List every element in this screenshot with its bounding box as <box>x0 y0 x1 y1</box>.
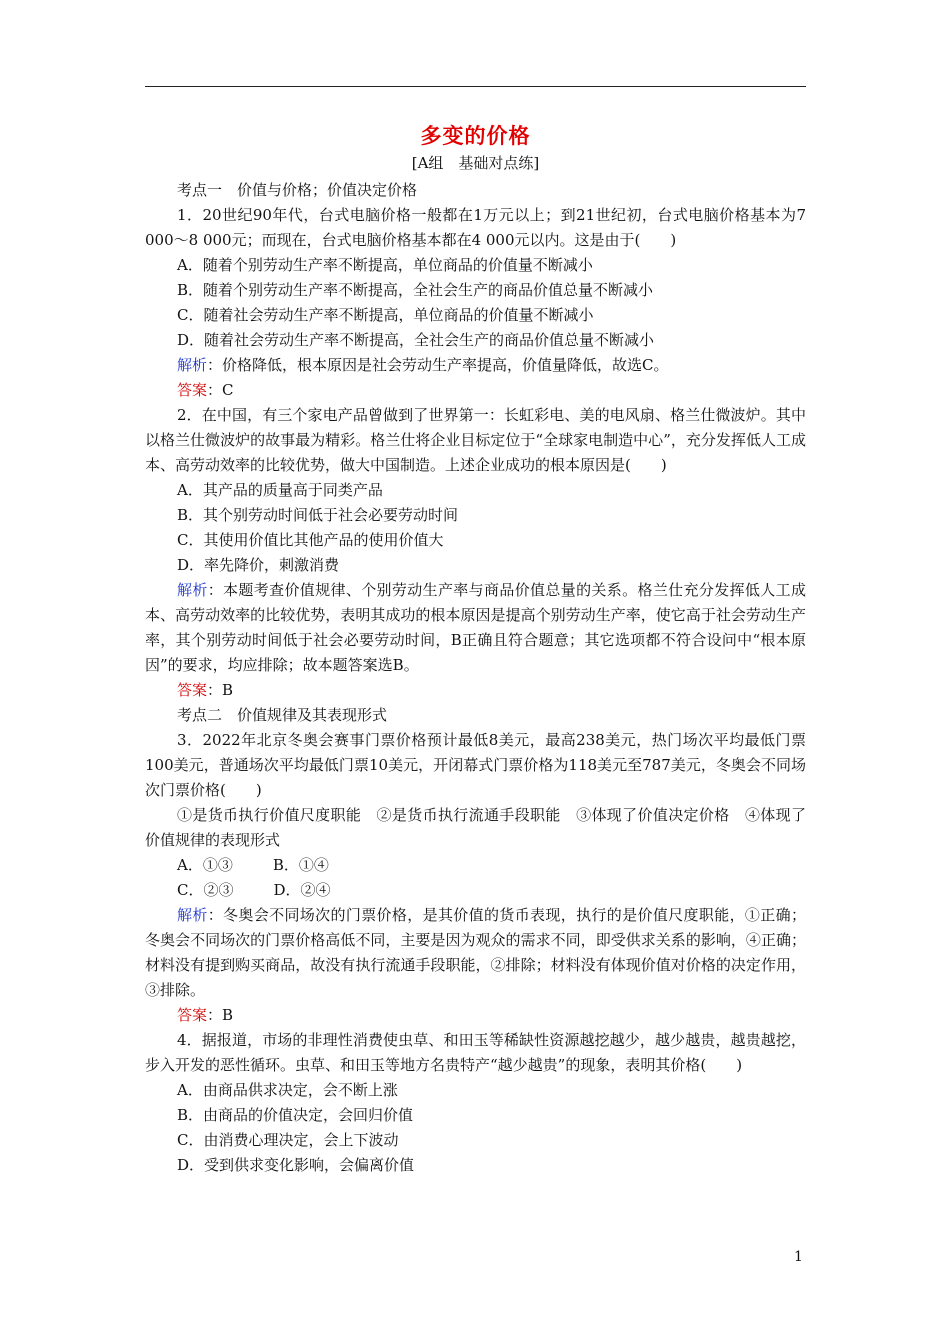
q4-stem: 4．据报道，市场的非理性消费使虫草、和田玉等稀缺性资源越挖越少，越少越贵，越贵越挖，步入开发的恶性循环。虫草、和田玉等地方名贵特产“越少越贵”的现象，表明其价格( ) <box>145 1031 806 1074</box>
q3-analysis <box>145 903 806 1003</box>
q2-answer-label: 答案 <box>177 681 208 699</box>
q1-option-c: C．随着社会劳动生产率不断提高，单位商品的价值量不断减小 <box>177 306 594 324</box>
q3-option-b: B．①④ <box>272 856 329 874</box>
q2-option-a: A．其产品的质量高于同类产品 <box>177 481 383 499</box>
q2-analysis-text: ：本题考查价值规律、个别劳动生产率与商品价值总量的关系。格兰仕充分发挥低人工成本、高劳动效率的比较优势，表明其成功的根本原因是提高个别劳动生产率，使它高于社会劳动生产率，其个别劳动时间低于社会必要劳动时间，B正确且符合题意；其它选项都不符合设问中“根本原因”的要求，均应排除；故本题答案选B。 <box>145 581 806 674</box>
q1-answer-text: ：C <box>207 381 234 399</box>
q2-analysis-label: 解析 <box>177 581 208 599</box>
q1-option-d: D．随着社会劳动生产率不断提高，全社会生产的商品价值总量不断减小 <box>177 331 655 349</box>
page-title: 多变的价格 <box>420 123 531 148</box>
document-body <box>145 120 806 1178</box>
header-rule <box>145 86 806 87</box>
q3-answer-label: 答案 <box>177 1006 208 1024</box>
q3-option-a: A．①③ <box>177 856 233 874</box>
q3-analysis-text: ：冬奥会不同场次的门票价格，是其价值的货币表现，执行的是价值尺度职能，①正确；冬奥会不同场次的门票价格高低不同，主要是因为观众的需求不同，即受供求关系的影响，④正确；材料没有提到购买商品，故没有执行流通手段职能，②排除；材料没有体现价值对价格的决定作用，③排除。 <box>145 906 806 999</box>
q2-answer-text: ：B <box>207 681 234 699</box>
q2-stem: 2．在中国，有三个家电产品曾做到了世界第一：长虹彩电、美的电风扇、格兰仕微波炉。其中以格兰仕微波炉的故事最为精彩。格兰仕将企业目标定位于“全球家电制造中心”，充分发挥低人工成本、高劳动效率的比较优势，做大中国制造。上述企业成功的根本原因是( ) <box>145 406 806 474</box>
q2-option-d: D．率先降价，刺激消费 <box>177 556 340 574</box>
q1-answer-label: 答案 <box>177 381 208 399</box>
q1-analysis-text: ：价格降低，根本原因是社会劳动生产率提高，价值量降低，故选C。 <box>207 356 669 374</box>
q3-answer-text: ：B <box>207 1006 234 1024</box>
q3-options-row-2 <box>145 878 806 903</box>
q4-option-d: D．受到供求变化影响，会偏离价值 <box>177 1156 415 1174</box>
q1-answer <box>145 378 806 403</box>
q4-option-a: A．由商品供求决定，会不断上涨 <box>177 1081 398 1099</box>
q3-option-c: C．②③ <box>177 881 234 899</box>
q2-option-b: B．其个别劳动时间低于社会必要劳动时间 <box>177 506 459 524</box>
q1-analysis <box>145 353 806 378</box>
q3-stem: 3．2022年北京冬奥会赛事门票价格预计最低8美元，最高238美元，热门场次平均最低门票100美元，普通场次平均最低门票10美元，开闭幕式门票价格为118美元至787美元，冬奥会不同场次门票价格( ) <box>145 731 806 799</box>
group-subtitle: [A组 基础对点练] <box>411 154 540 172</box>
q3-analysis-label: 解析 <box>177 906 208 924</box>
q2-answer <box>145 678 806 703</box>
q2-analysis <box>145 578 806 678</box>
section-heading-1: 考点一 价值与价格；价值决定价格 <box>177 181 418 199</box>
q3-options-row-1 <box>145 853 806 878</box>
q1-option-a: A．随着个别劳动生产率不断提高，单位商品的价值量不断减小 <box>177 256 593 274</box>
page-number: 1 <box>794 1249 803 1265</box>
q4-option-b: B．由商品的价值决定，会回归价值 <box>177 1106 414 1124</box>
q1-analysis-label: 解析 <box>177 356 208 374</box>
q4-option-c: C．由消费心理决定，会上下波动 <box>177 1131 399 1149</box>
q2-option-c: C．其使用价值比其他产品的使用价值大 <box>177 531 444 549</box>
q3-items: ①是货币执行价值尺度职能 ②是货币执行流通手段职能 ③体现了价值决定价格 ④体现了价值规律的表现形式 <box>145 806 806 849</box>
q1-option-b: B．随着个别劳动生产率不断提高，全社会生产的商品价值总量不断减小 <box>177 281 654 299</box>
q1-stem: 1．20世纪90年代，台式电脑价格一般都在1万元以上；到21世纪初，台式电脑价格基本为7 000～8 000元；而现在，台式电脑价格基本都在4 000元以内。这是由于( ) <box>145 206 806 249</box>
q3-option-d: D．②④ <box>273 881 331 899</box>
q3-answer <box>145 1003 806 1028</box>
section-heading-2: 考点二 价值规律及其表现形式 <box>177 706 388 724</box>
